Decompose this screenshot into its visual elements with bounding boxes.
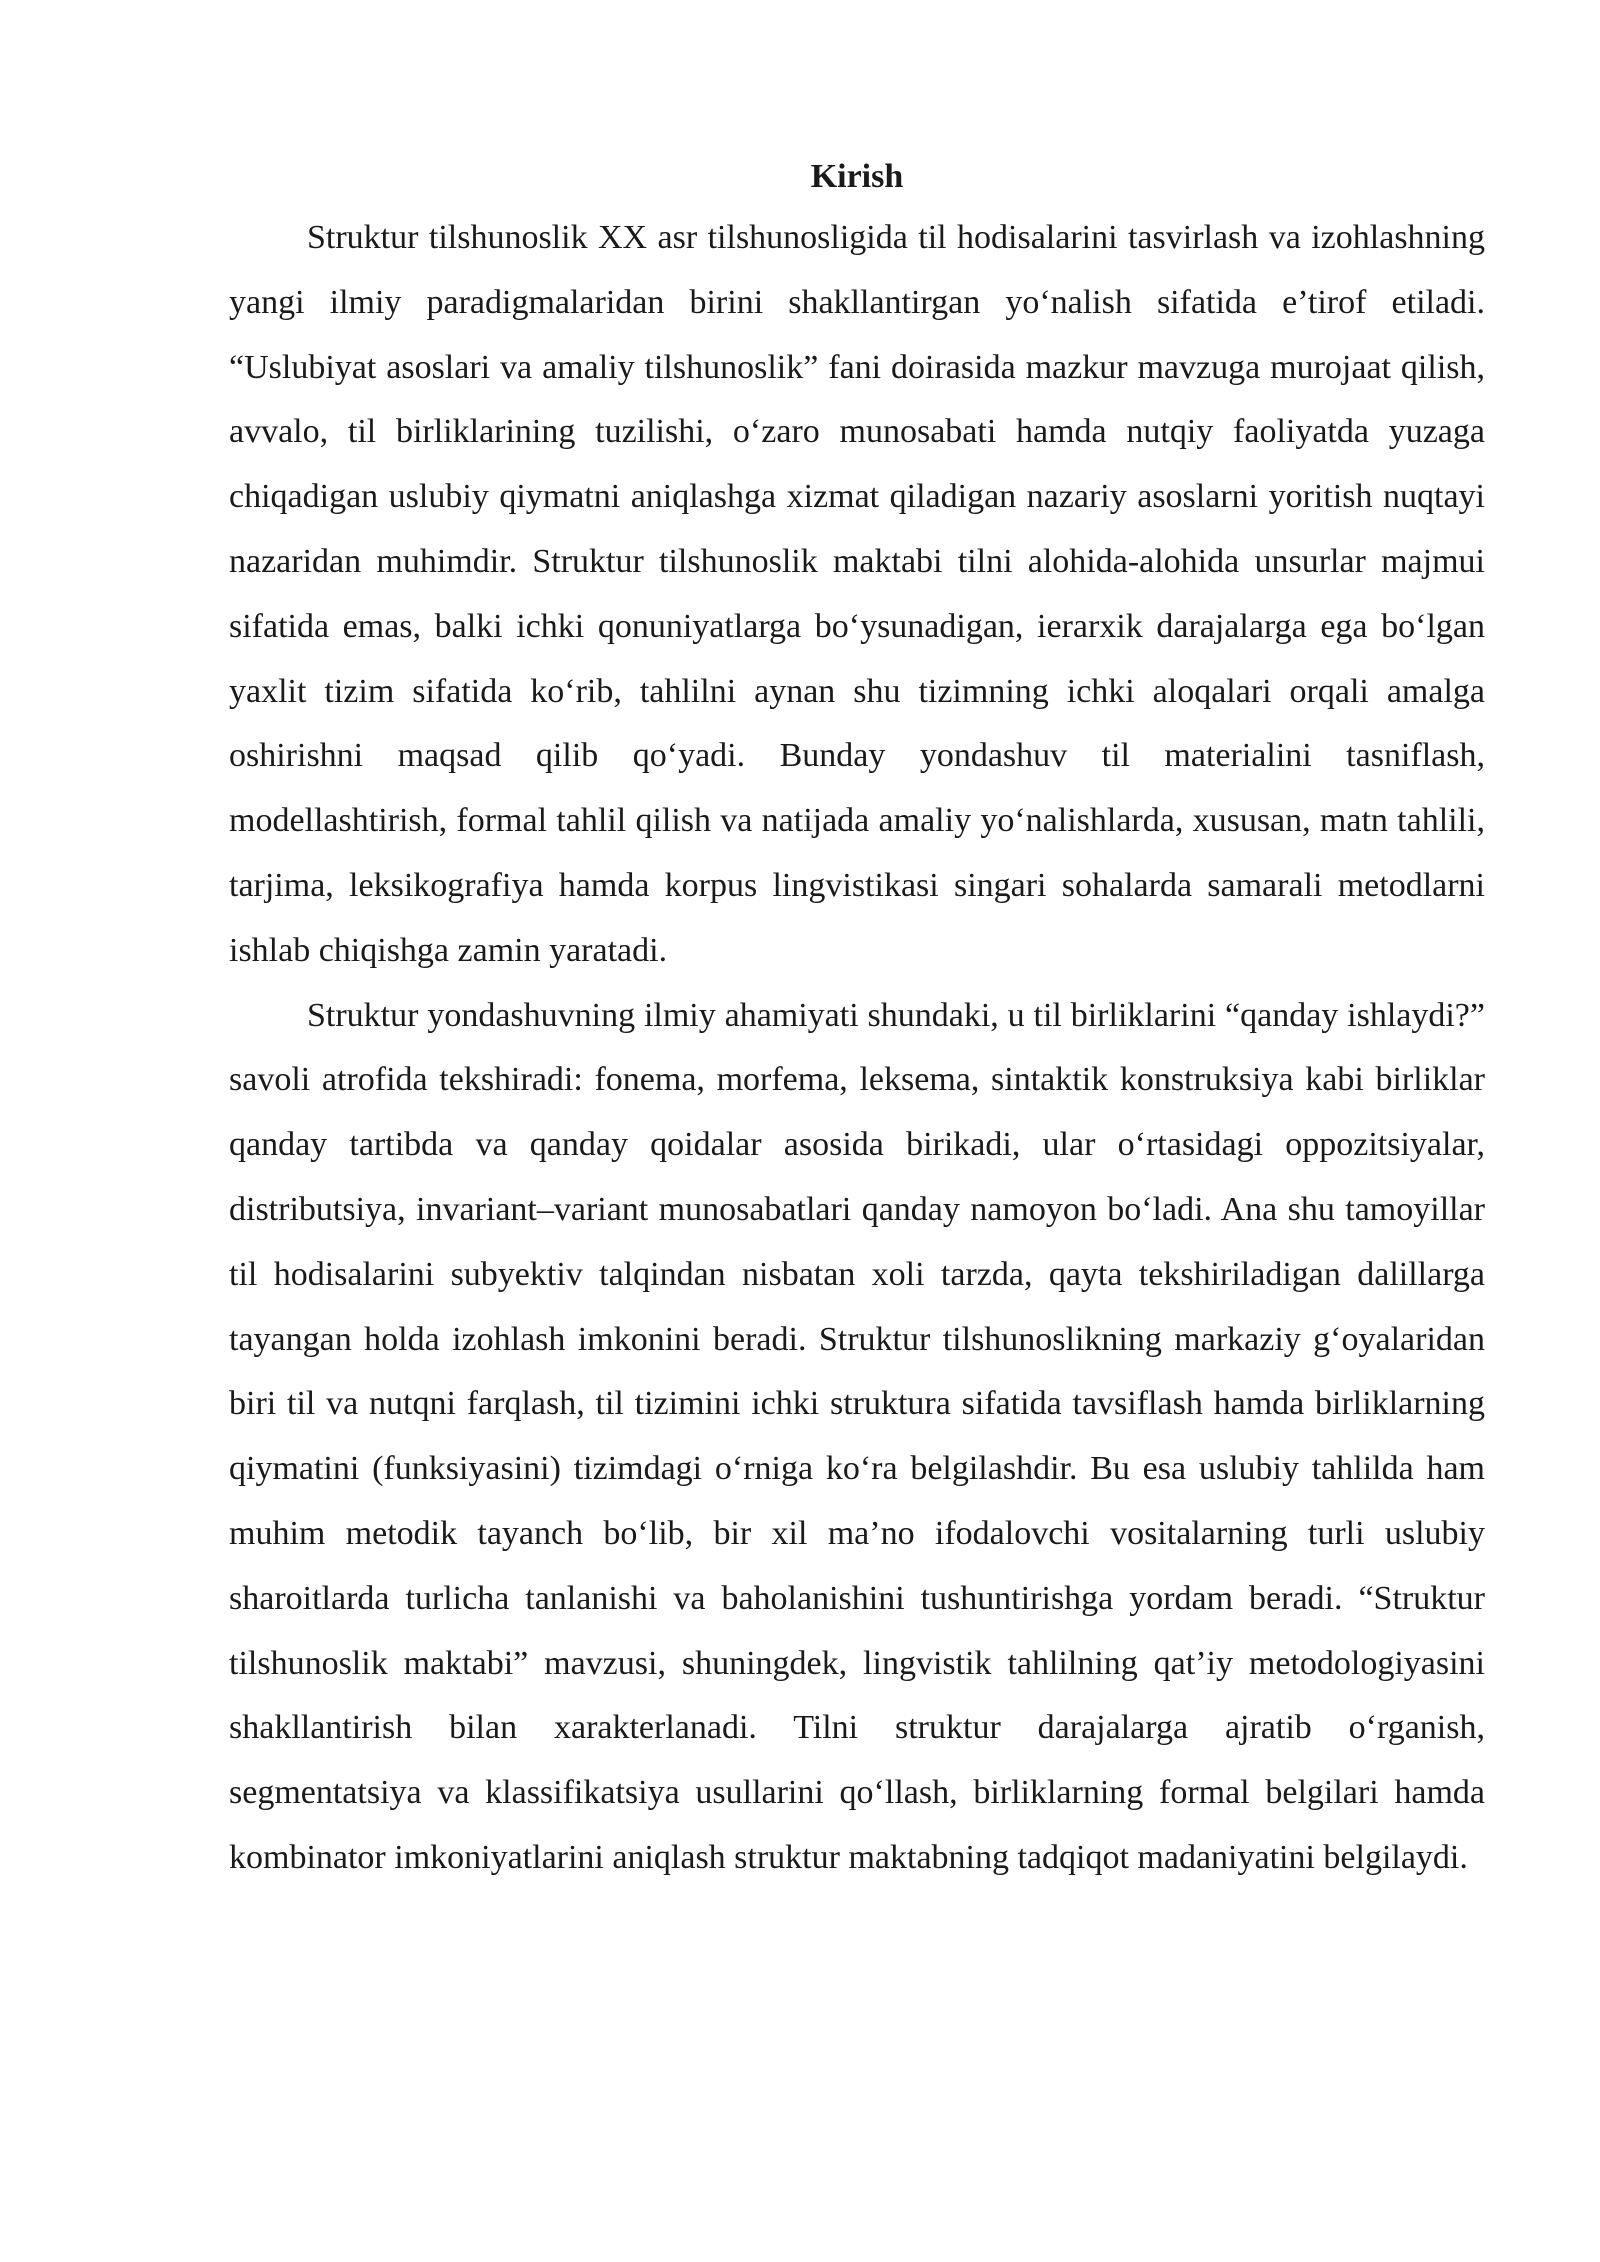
paragraph-1: Struktur tilshunoslik XX asr tilshunosligida til hodisalarini tasvirlash va izohlashning yangi ilmiy paradigmalaridan birini shakllantirgan yo‘nalish sifatida e’tirof etiladi. “Uslubiyat asoslari va amaliy tilshunoslik” fani doirasida mazkur mavzuga murojaat qilish, avvalo, til birliklarining tuzilishi, o‘zaro munosabati hamda nutqiy faoliyatda yuzaga chiqadigan uslubiy qiymatni aniqlashga xizmat qiladigan nazariy asoslarni yoritish nuqtayi nazaridan muhimdir. Struktur tilshunoslik maktabi tilni alohida-alohida unsurlar majmui sifatida emas, balki ichki qonuniyatlarga bo‘ysunadigan, ierarxik darajalarga ega bo‘lgan yaxlit tizim sifatida ko‘rib, tahlilni aynan shu tizimning ichki aloqalari orqali amalga oshirishni maqsad qilib qo‘yadi. Bunday yondashuv til materialini tasniflash, modellashtirish, formal tahlil qilish va natijada amaliy yo‘nalishlarda, xususan, matn tahlili, tarjima, leksikografiya hamda korpus lingvistikasi singari sohalarda samarali metodlarni ishlab chiqishga zamin yaratadi. <box>229 219 1485 969</box>
paragraph-2: Struktur yondashuvning ilmiy ahamiyati shundaki, u til birliklarini “qanday ishlaydi?” savoli atrofida tekshiradi: fonema, morfema, leksema, sintaktik konstruksiya kabi birliklar qanday tartibda va qanday qoidalar asosida birikadi, ular o‘rtasidagi oppozitsiyalar, distributsiya, invariant–variant munosabatlari qanday namoyon bo‘ladi. Ana shu tamoyillar til hodisalarini subyektiv talqindan nisbatan xoli tarzda, qayta tekshiriladigan dalillarga tayangan holda izohlash imkonini beradi. Struktur tilshunoslikning markaziy g‘oyalaridan biri til va nutqni farqlash, til tizimini ichki struktura sifatida tavsiflash hamda birliklarning qiymatini (funksiyasini) tizimdagi o‘rniga ko‘ra belgilashdir. Bu esa uslubiy tahlilda ham muhim metodik tayanch bo‘lib, bir xil ma’no ifodalovchi vositalarning turli uslubiy sharoitlarda turlicha tanlanishi va baholanishini tushuntirishga yordam beradi. “Struktur tilshunoslik maktabi” mavzusi, shuningdek, lingvistik tahlilning qat’iy metodologiyasini shakllantirish bilan xarakterlanadi. Tilni struktur darajalarga ajratib o‘rganish, segmentatsiya va klassifikatsiya usullarini qo‘llash, birliklarning formal belgilari hamda kombinator imkoniyatlarini aniqlash struktur maktabning tadqiqot madaniyatini belgilaydi. <box>229 996 1485 1876</box>
section-title: Kirish <box>810 158 904 195</box>
document-body <box>229 148 1485 1891</box>
